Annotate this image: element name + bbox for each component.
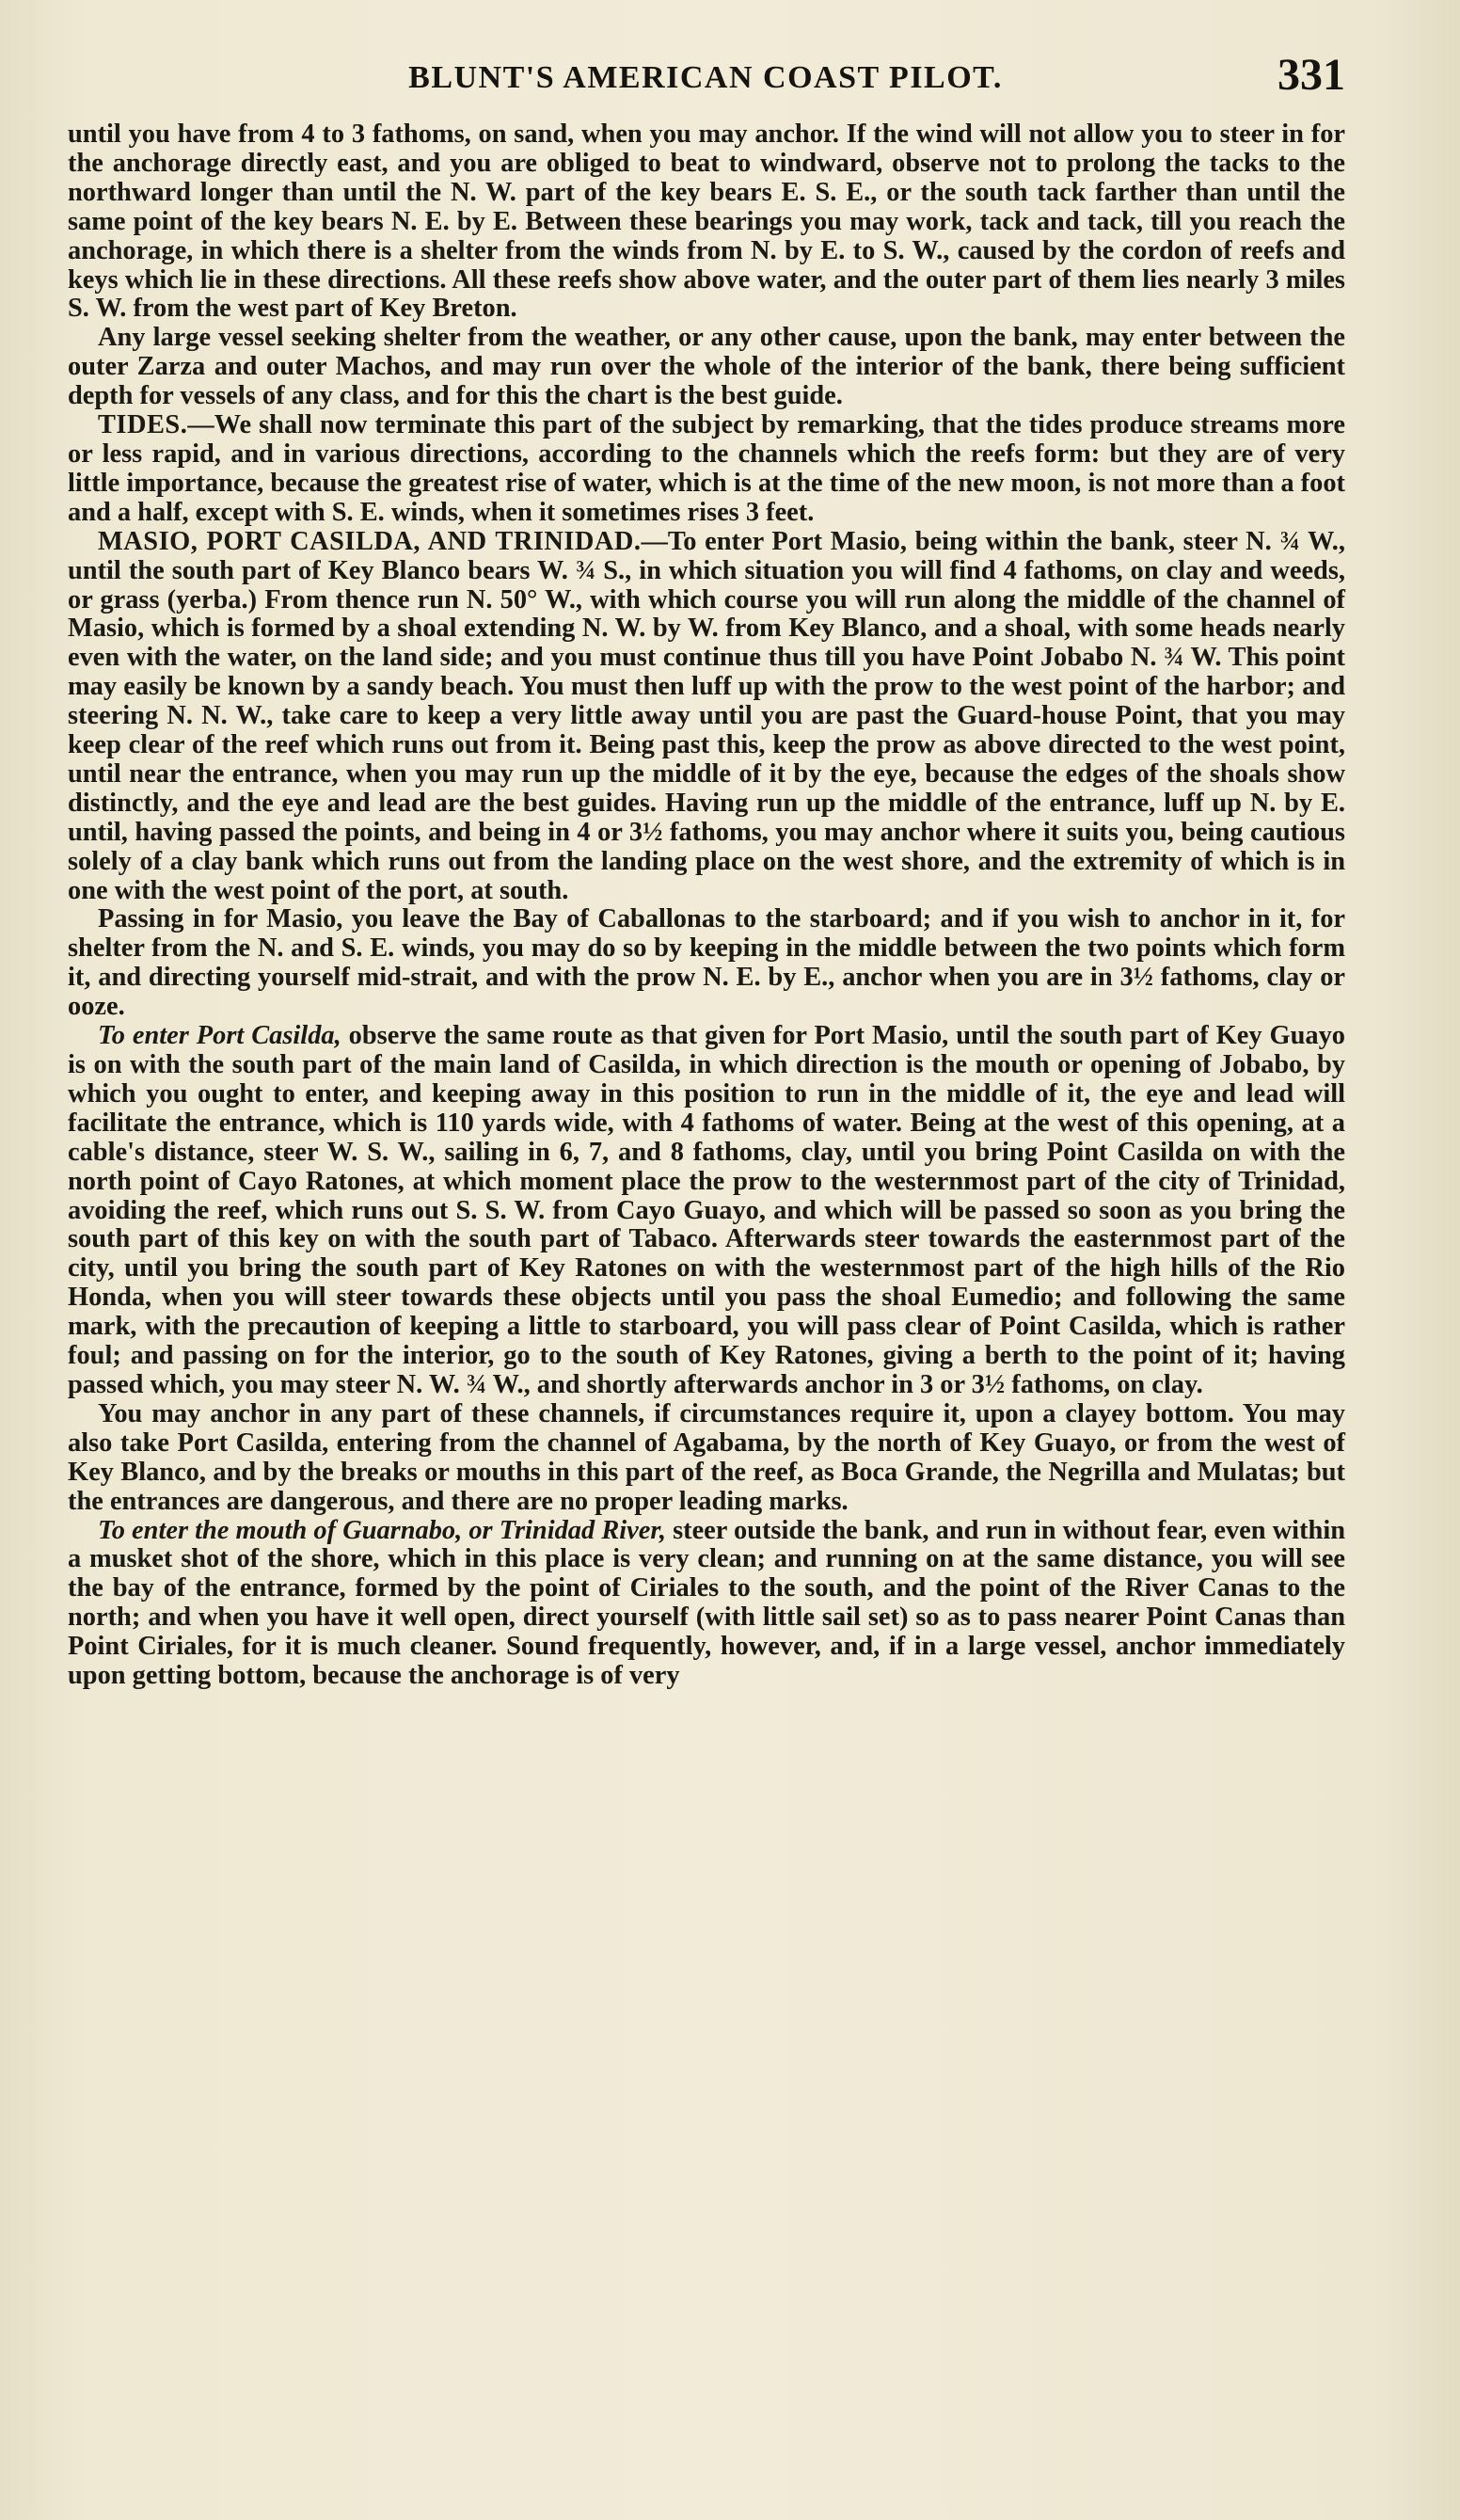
page-header — [66, 49, 1345, 105]
section-heading-masio: MASIO, PORT CASILDA, AND TRINIDAD. — [98, 526, 642, 556]
paragraph-text: Any large vessel seeking shelter from the weather, or any other cause, upon the bank, may enter between the outer Zarza and outer Machos, and may run over the whole of the interior of the bank, there being sufficient depth for vessels of any class, and for this the chart is the best guide. — [68, 323, 1345, 411]
paragraph-caballonas — [68, 905, 1345, 1022]
paragraph-text: until you have from 4 to 3 fathoms, on sand, when you may anchor. If the wind will not allow you to steer in for the anchorage directly east, and you are obliged to beat to windward, observe not to prolong the tacks to the northward longer than until the N. W. part of the key bears E. S. E., or the south tack farther than until the same point of the key bears N. E. by E. Between these bearings you may work, tack and tack, till you reach the anchorage, in which there is a shelter from the winds from N. by E. to S. W., caused by the cordon of reefs and keys which lie in these directions. All these reefs show above water, and the outer part of them lies nearly 3 miles S. W. from the west part of Key Breton. — [68, 120, 1345, 324]
italic-lead-guarnabo: To enter the mouth of Guarnabo, or Trinidad River, — [98, 1515, 666, 1545]
paragraph-channels — [68, 1400, 1345, 1517]
paragraph-text: —To enter Port Masio, being within the bank, steer N. ¾ W., until the south part of Key Blanco bears W. ¾ S., in which situation you will find 4 fathoms, on clay and weeds, or grass (yerba.) From thence run N. 50° W., with which course you will run along the middle of the channel of Masio, which is formed by a shoal extending N. W. by W. from Key Blanco, and a shoal, with some heads nearly even with the water, on the land side; and you must continue thus till you have Point Jobabo N. ¾ W. This point may easily be known by a sandy beach. You must then luff up with the prow to the west point of the harbor; and steering N. N. W., take care to keep a very little away until you are past the Guard-house Point, that you may keep clear of the reef which runs out from it. Being past this, keep the prow as above directed to the west point, until near the entrance, when you may run up the middle of it by the eye, because the edges of the shoals show distinctly, and the eye and lead are the best guides. Having run up the middle of the entrance, luff up N. by E. until, having passed the points, and being in 4 or 3½ fathoms, you may anchor where it suits you, being cautious solely of a clay bank which runs out from the landing place on the west shore, and the extremity of which is in one with the west point of the port, at south. — [68, 526, 1345, 905]
paragraph-text: steer outside the bank, and run in without fear, even within a musket shot of the shore, which in this place is very clean; and running on at the same distance, you will see the bay of the entrance, formed by the point of Ciriales to the south, and the point of the River Canas to the north; and when you have it well open, direct yourself (with little sail set) so as to pass nearer Point Canas than Point Ciriales, for it is much cleaner. Sound frequently, however, and, if in a large vessel, anchor immediately upon getting bottom, because the anchorage is of very — [68, 1515, 1345, 1691]
paragraph-tides — [68, 411, 1345, 528]
running-head: BLUNT'S AMERICAN COAST PILOT. — [408, 60, 1003, 95]
paragraph-port-casilda — [68, 1022, 1345, 1400]
italic-lead-port-casilda: To enter Port Casilda, — [98, 1021, 341, 1051]
paragraph-masio — [68, 528, 1345, 906]
paragraph-guarnabo — [68, 1517, 1345, 1691]
paragraph-large-vessel — [68, 324, 1345, 411]
paragraph-text: observe the same route as that given for Port Masio, until the south part of Key Guayo is on with the south part of the main land of Casilda, in which direction is the mouth or opening of Jobabo, by which you ought to enter, and keeping away in this position to run in the middle of it, the eye and lead will facilitate the entrance, which is 110 yards wide, with 4 fathoms of water. Being at the west of this opening, at a cable's distance, steer W. S. W., sailing in 6, 7, and 8 fathoms, clay, until you bring Point Casilda on with the north point of Cayo Ratones, at which moment place the prow to the westernmost part of the city of Trinidad, avoiding the reef, which runs out S. S. W. from Cayo Guayo, and which will be passed so soon as you bring the south part of this key on with the south part of Tabaco. Afterwards steer towards the easternmost part of the city, until you bring the south part of Key Ratones on with the westernmost part of the high hills of the Rio Honda, when you will steer towards these objects until you pass the shoal Eumedio; and following the same mark, with the precaution of keeping a little to starboard, you will pass clear of Point Casilda, which is rather foul; and passing on for the interior, go to the south of Key Ratones, giving a berth to the point of it; having passed which, you may steer N. W. ¾ W., and shortly afterwards anchor in 3 or 3½ fathoms, on clay. — [68, 1021, 1345, 1399]
paragraph-text: You may anchor in any part of these channels, if circumstances require it, upon a clayey bottom. You may also take Port Casilda, entering from the channel of Agabama, by the north of Key Guayo, or from the west of Key Blanco, and by the breaks or mouths in this part of the reef, as Boca Grande, the Negrilla and Mulatas; but the entrances are dangerous, and there are no proper leading marks. — [68, 1398, 1345, 1516]
paragraph-text: —We shall now terminate this part of the subject by remarking, that the tides produce streams more or less rapid, and in various directions, according to the channels which the reefs form: but they are of very little importance, because the greatest rise of water, which is at the time of the new moon, is not more than a foot and a half, except with S. E. winds, when it sometimes rises 3 feet. — [68, 410, 1345, 527]
section-heading-tides: TIDES. — [98, 410, 188, 440]
paragraph-text: Passing in for Masio, you leave the Bay of Caballonas to the starboard; and if you wish to anchor in it, for shelter from the N. and S. E. winds, you may do so by keeping in the middle between the two points which form it, and directing yourself mid-strait, and with the prow N. E. by E., anchor when you are in 3½ fathoms, clay or ooze. — [68, 904, 1345, 1022]
page-number: 331 — [1278, 50, 1345, 100]
body-text — [68, 120, 1345, 1691]
paragraph-anchorage — [68, 120, 1345, 324]
